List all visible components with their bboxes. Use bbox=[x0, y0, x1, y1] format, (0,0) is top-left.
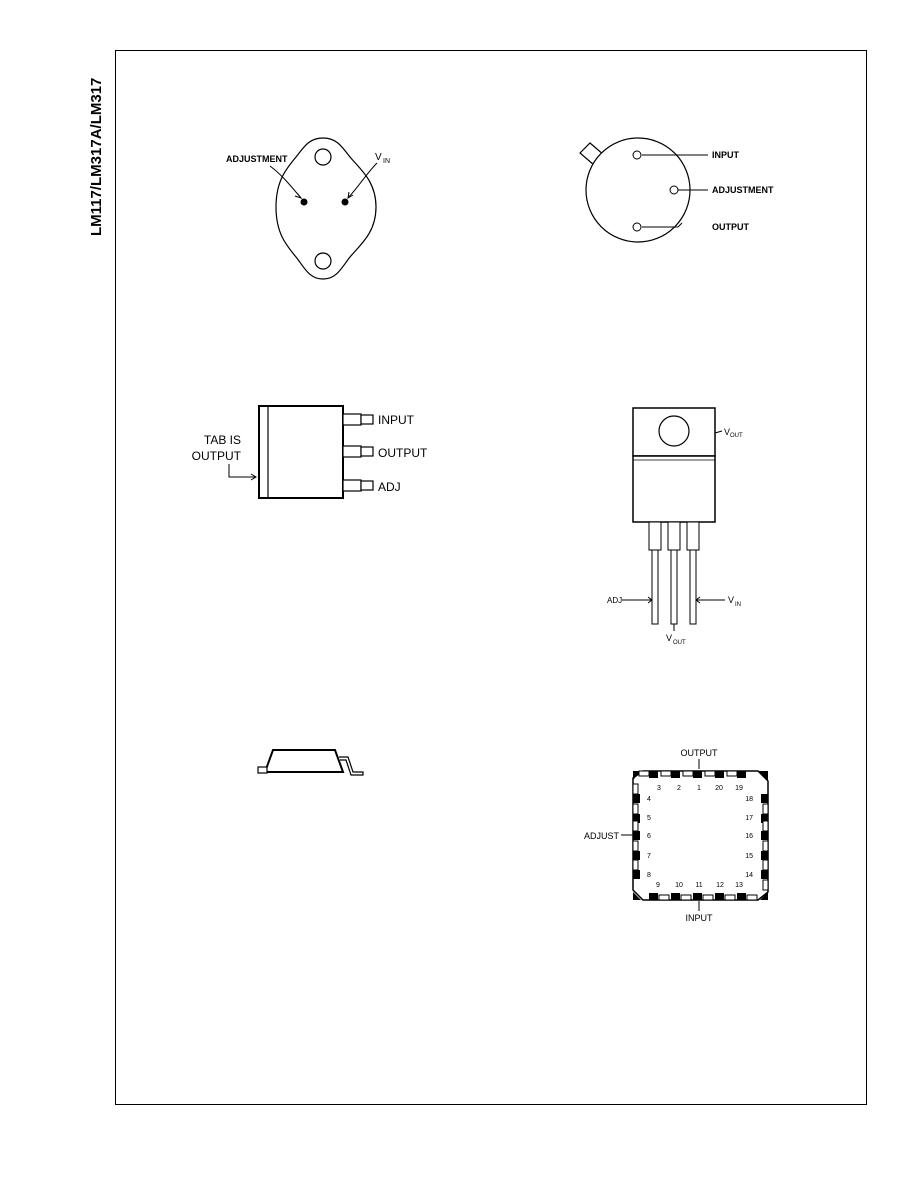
to39-package-diagram bbox=[570, 135, 790, 250]
lcc-pin-5: 5 bbox=[647, 815, 651, 822]
to220-vout-bottom-subscript: OUT bbox=[673, 640, 686, 646]
to220-lead-adj-upper bbox=[649, 522, 661, 550]
lcc-pin-16: 16 bbox=[745, 833, 753, 840]
sot223-body bbox=[265, 750, 343, 772]
to263-output-label: OUTPUT bbox=[378, 446, 428, 460]
to220-lead-vout-upper bbox=[668, 522, 680, 550]
to263-input-label: INPUT bbox=[378, 413, 414, 427]
to220-lead-adj bbox=[652, 550, 658, 624]
to263-lead-adj-base bbox=[343, 480, 361, 491]
lcc-pin-17: 17 bbox=[745, 815, 753, 822]
to263-lead-input-tip bbox=[361, 415, 373, 424]
lcc-pin-19: 19 bbox=[735, 785, 743, 792]
to3-adjustment-label: ADJUSTMENT bbox=[226, 154, 288, 164]
to263-lead-adj-tip bbox=[361, 481, 373, 490]
lcc-pin-4: 4 bbox=[647, 796, 651, 803]
to39-output-label: OUTPUT bbox=[712, 222, 749, 232]
to39-pin-input bbox=[633, 151, 641, 159]
lcc-pin-13: 13 bbox=[735, 882, 743, 889]
to3-vin-subscript: IN bbox=[383, 158, 390, 165]
lcc-pin-1: 1 bbox=[697, 785, 701, 792]
lcc-pin-7: 7 bbox=[647, 853, 651, 860]
to263-adj-label: ADJ bbox=[378, 480, 401, 494]
to3-mount-hole-bottom bbox=[315, 253, 331, 269]
to3-mount-hole-top bbox=[315, 149, 331, 165]
lcc-adjust-label: ADJUST bbox=[584, 831, 620, 841]
to263-lead-input-base bbox=[343, 414, 361, 425]
to220-vin-label: V bbox=[728, 595, 735, 605]
to263-tab-label-line2: OUTPUT bbox=[191, 449, 241, 463]
lcc-pin-6: 6 bbox=[647, 833, 651, 840]
lcc-pin-9: 9 bbox=[656, 882, 660, 889]
to39-adjustment-label: ADJUSTMENT bbox=[712, 185, 774, 195]
to263-body bbox=[259, 406, 343, 498]
document-title: LM117/LM317A/LM317 bbox=[88, 77, 105, 236]
to263-lead-output-base bbox=[343, 446, 361, 457]
to220-lead-vin-upper bbox=[687, 522, 699, 550]
to263-tab-label-line1: TAB IS bbox=[203, 433, 241, 447]
to263-package-diagram bbox=[185, 400, 435, 505]
lcc-pin-3: 3 bbox=[657, 785, 661, 792]
lcc-package-diagram bbox=[575, 740, 795, 930]
to3-pin-vin bbox=[342, 199, 349, 206]
lcc-pin-18: 18 bbox=[745, 796, 753, 803]
lcc-output-label: OUTPUT bbox=[680, 748, 718, 758]
lcc-pin-15: 15 bbox=[745, 853, 753, 860]
lcc-pin-11: 11 bbox=[695, 882, 703, 889]
lcc-pin-10: 10 bbox=[675, 882, 683, 889]
to220-lead-vout bbox=[671, 550, 677, 624]
to39-input-label: INPUT bbox=[712, 150, 739, 160]
lcc-pin-12: 12 bbox=[716, 882, 724, 889]
to220-adj-label: ADJ bbox=[607, 596, 623, 605]
to220-vout-subscript: OUT bbox=[730, 433, 743, 439]
lcc-pin-14: 14 bbox=[745, 872, 753, 879]
lcc-pin-20: 20 bbox=[715, 785, 723, 792]
sot223-package-diagram bbox=[255, 745, 370, 780]
to3-pin-adjustment bbox=[301, 199, 308, 206]
to220-vin-subscript: IN bbox=[735, 602, 741, 608]
to220-mount-hole bbox=[659, 416, 689, 446]
to3-package-diagram bbox=[220, 135, 420, 285]
lcc-input-label: INPUT bbox=[685, 913, 713, 923]
to220-body bbox=[633, 456, 715, 522]
to220-lead-vin bbox=[690, 550, 696, 624]
to3-vin-label: V bbox=[375, 152, 382, 163]
to263-lead-output-tip bbox=[361, 447, 373, 456]
lcc-pin-2: 2 bbox=[677, 785, 681, 792]
to220-vout-bottom-label: V bbox=[666, 633, 673, 643]
to39-pin-output bbox=[633, 223, 641, 231]
to220-package-diagram bbox=[595, 400, 765, 655]
lcc-pin-8: 8 bbox=[647, 872, 651, 879]
to39-pin-adjustment bbox=[670, 186, 678, 194]
to220-vout-label: V bbox=[724, 427, 731, 437]
sot223-left-lead bbox=[258, 767, 267, 773]
